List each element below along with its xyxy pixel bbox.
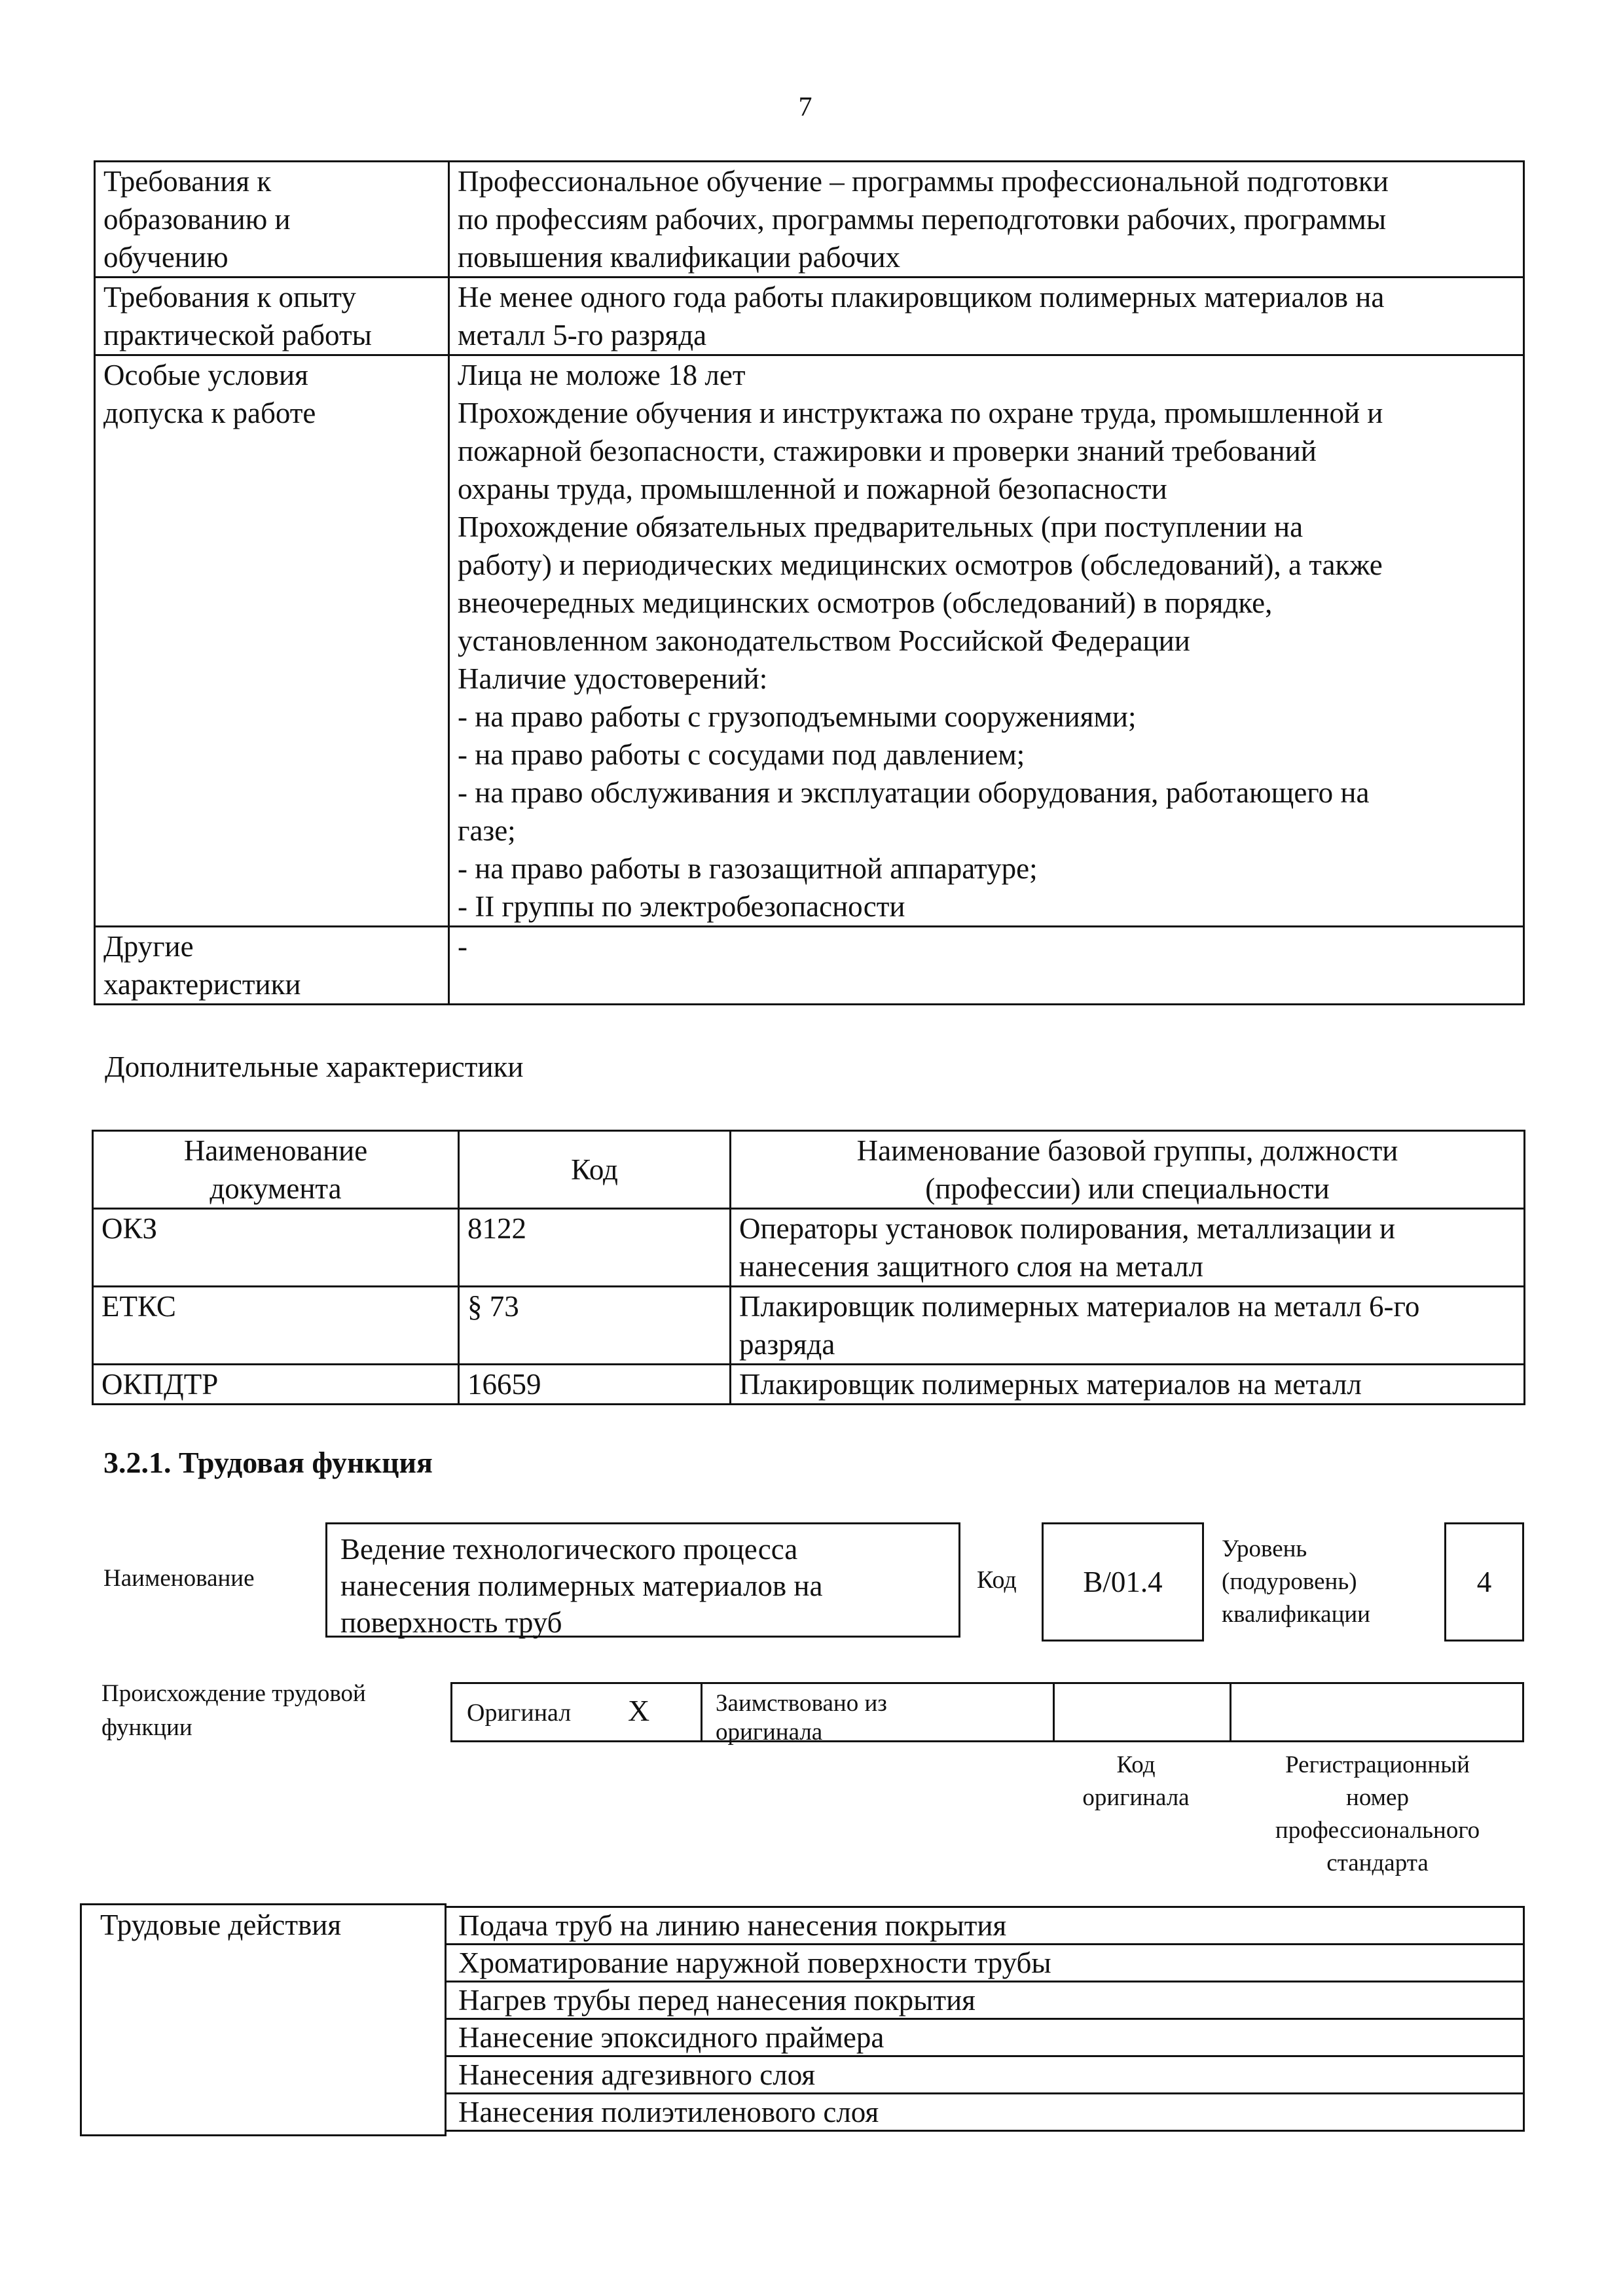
page-number: 7 — [798, 92, 812, 122]
requirement-value: Не менее одного года работы плакировщиком полимерных материалов на металл 5-го разряда — [449, 278, 1524, 355]
table-row — [93, 1365, 1525, 1405]
table-header-row — [93, 1131, 1525, 1209]
cell-name: Операторы установок полирования, металлизации и нанесения защитного слоя на металл — [731, 1209, 1525, 1287]
requirement-label: Требования к образованию и обучению — [95, 162, 449, 278]
list-item: Нанесения полиэтиленового слоя — [446, 2094, 1524, 2131]
header-document: Наименование документа — [93, 1131, 459, 1209]
original-mark: X — [628, 1694, 650, 1727]
requirement-label: Другие характеристики — [95, 927, 449, 1005]
cell-name: Плакировщик полимерных материалов на металл — [731, 1365, 1525, 1405]
name-label: Наименование — [103, 1565, 255, 1592]
origin-row — [450, 1682, 1524, 1746]
list-item: Нанесение эпоксидного праймера — [446, 2019, 1524, 2056]
labor-actions-list — [445, 1906, 1525, 2132]
requirement-label: Особые условия допуска к работе — [95, 355, 449, 927]
cell-code: 16659 — [459, 1365, 731, 1405]
requirement-label: Требования к опыту практической работы — [95, 278, 449, 355]
requirement-value: - — [449, 927, 1524, 1005]
table-row — [95, 355, 1524, 927]
qualification-level-label: Уровень (подуровень) квалификации — [1222, 1535, 1370, 1628]
labor-function-name: Ведение технологического процесса нанесения полимерных материалов на поверхность труб — [325, 1522, 960, 1638]
table-row — [95, 927, 1524, 1005]
origin-code-caption: Код оригинала — [1082, 1751, 1190, 1811]
requirement-value: Лица не моложе 18 лет Прохождение обучения и инструктажа по охране труда, промышленной и пожарной безопасности, стажировки и проверки знаний требований охраны труда, промышленной и пожарной безопасности Прохождение обязательных предварительных (при поступлении на работу) и периодических медицинских осмотров (обследований), а также внеочередных медицинских осмотров (обследований) в порядке, установленном законодательством Российской Федерации Наличие удостоверений: - на право работы с грузоподъемными сооружениями; - на право работы с сосудами под давлением; - на право обслуживания и эксплуатации оборудования, работающего на газе; - на право работы в газозащитной аппаратуре; - II группы по электробезопасности — [449, 355, 1524, 927]
table-row — [93, 1287, 1525, 1365]
labor-actions-label: Трудовые действия — [80, 1903, 447, 2136]
list-item: Подача труб на линию нанесения покрытия — [446, 1907, 1524, 1945]
list-item: Нанесения адгезивного слоя — [446, 2056, 1524, 2094]
cell-code: 8122 — [459, 1209, 731, 1287]
requirement-value: Профессиональное обучение – программы профессиональной подготовки по профессиям рабочих, программы переподготовки рабочих, программы повышения квалификации рабочих — [449, 162, 1524, 278]
origin-label: Происхождение трудовой функции — [101, 1680, 366, 1741]
table-row — [95, 162, 1524, 278]
header-code: Код — [459, 1131, 731, 1209]
cell-name: Плакировщик полимерных материалов на металл 6-го разряда — [731, 1287, 1525, 1365]
labor-function-heading: 3.2.1. Трудовая функция — [103, 1446, 433, 1479]
code-label: Код — [977, 1566, 1017, 1594]
cell-document: ОКЗ — [93, 1209, 459, 1287]
origin-code-cell — [1055, 1684, 1231, 1740]
original-label: Оригинал — [467, 1699, 572, 1727]
borrowed-cell: Заимствовано из оригинала — [702, 1684, 1055, 1740]
labor-function-code: B/01.4 — [1042, 1522, 1204, 1641]
additional-characteristics-caption: Дополнительные характеристики — [105, 1050, 524, 1083]
list-item: Хроматирование наружной поверхности трубы — [446, 1945, 1524, 1982]
additional-characteristics-table — [92, 1130, 1525, 1405]
table-row — [95, 278, 1524, 355]
table-row — [93, 1209, 1525, 1287]
cell-document: ОКПДТР — [93, 1365, 459, 1405]
requirements-table — [94, 160, 1525, 1005]
header-name: Наименование базовой группы, должности (профессии) или специальности — [731, 1131, 1525, 1209]
original-cell — [452, 1684, 702, 1740]
cell-document: ЕТКС — [93, 1287, 459, 1365]
registration-number-cell — [1231, 1684, 1522, 1740]
list-item: Нагрев трубы перед нанесения покрытия — [446, 1982, 1524, 2019]
qualification-level: 4 — [1444, 1522, 1524, 1641]
cell-code: § 73 — [459, 1287, 731, 1365]
registration-number-caption: Регистрационный номер профессионального стандарта — [1275, 1751, 1480, 1876]
